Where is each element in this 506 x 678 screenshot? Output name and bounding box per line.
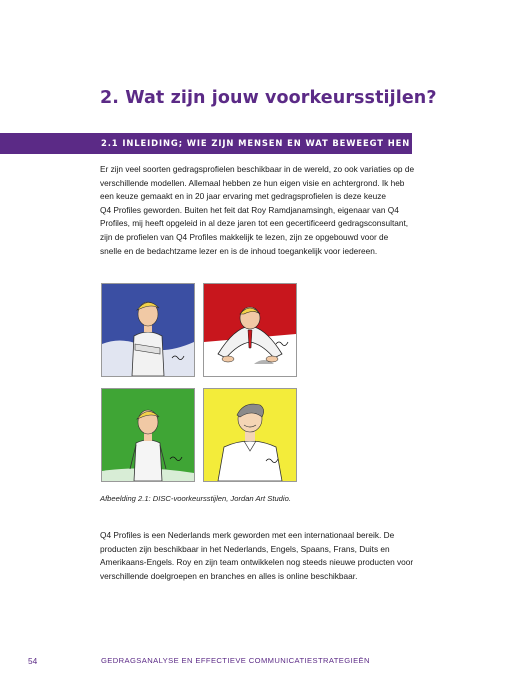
running-footer: GEDRAGSANALYSE EN EFFECTIEVE COMMUNICATIESTRATEGIEËN — [101, 656, 370, 665]
page-title: 2. Wat zijn jouw voorkeursstijlen? — [100, 88, 437, 108]
section-band — [0, 133, 412, 154]
body-line: producten zijn beschikbaar in het Nederlands, Engels, Spaans, Frans, Duits en — [100, 543, 390, 554]
intro-line: Profiles, mij heeft opgeleid in al deze jaren tot een gecertificeerd gedragsconsultant, — [100, 218, 409, 229]
intro-line: zijn de profielen van Q4 Profiles makkelijk te lezen, zijn ze opgebouwd voor de — [100, 231, 389, 242]
body-line: Amerikaans-Engels. Roy en zijn team ontwikkelen nog steeds nieuwe producten voor — [100, 557, 414, 568]
page-number: 54 — [28, 656, 38, 666]
disc-illustration-green — [101, 388, 195, 482]
intro-line: Er zijn veel soorten gedragsprofielen beschikbaar in de wereld, zo ook variaties op de — [100, 164, 415, 174]
disc-illustration-red — [203, 283, 297, 377]
disc-illustration-yellow — [203, 388, 297, 482]
body-paragraph — [100, 529, 430, 583]
intro-line: een keuze gemaakt en in 20 jaar ervaring met gedragsprofielen is deze keuze — [100, 191, 386, 202]
intro-paragraph — [100, 163, 420, 258]
body-line: Q4 Profiles is een Nederlands merk geworden met een internationaal bereik. De — [100, 530, 395, 540]
figure-caption: Afbeelding 2.1: DISC-voorkeursstijlen, Jordan Art Studio. — [100, 494, 291, 503]
intro-line: Q4 Profiles geworden. Buiten het feit dat Roy Ramdjanamsingh, eigenaar van Q4 — [100, 204, 399, 215]
section-heading: 2.1 INLEIDING; WIE ZIJN MENSEN EN WAT BEWEEGT HEN — [101, 138, 411, 148]
intro-line: verschillende modellen. Allemaal hebben ze hun eigen visie en achtergrond. Ik heb — [100, 177, 405, 188]
body-line: verschillende doelgroepen en branches en alles is online beschikbaar. — [100, 570, 358, 581]
intro-line: snelle en de bedachtzame lezer en is de inhoud toegankelijk voor iedereen. — [100, 245, 378, 256]
disc-illustration-blue — [101, 283, 195, 377]
